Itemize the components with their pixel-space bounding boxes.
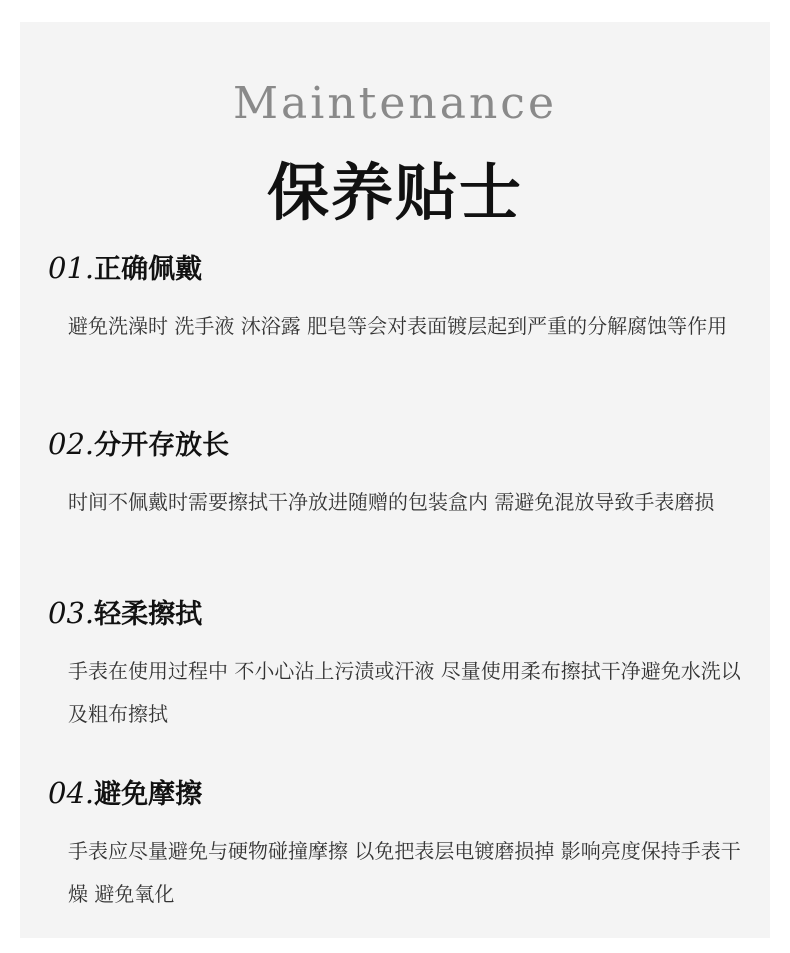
tip-body: 手表应尽量避免与硬物碰撞摩擦 以免把表层电镀磨损掉 影响亮度保持手表干燥 避免氧化: [68, 839, 741, 906]
tip-title: 正确佩戴: [94, 254, 203, 285]
tip-body: 避免洗澡时 洗手液 沐浴露 肥皂等会对表面镀层起到严重的分解腐蚀等作用: [68, 314, 728, 338]
tip-section-2: [48, 427, 748, 524]
tip-heading: [48, 427, 748, 463]
tip-body: 手表在使用过程中 不小心沾上污渍或汗液 尽量使用柔布擦拭干净避免水洗以及粗布擦拭: [68, 659, 741, 726]
tip-number: 04.: [48, 776, 95, 810]
tip-title: 轻柔擦拭: [94, 599, 203, 630]
tip-heading: [48, 596, 748, 632]
page-title-en: Maintenance: [232, 78, 557, 129]
tip-title: 分开存放长: [94, 430, 230, 461]
tip-heading: [48, 776, 748, 812]
tip-body: 时间不佩戴时需要擦拭干净放进随赠的包装盒内 需避免混放导致手表磨损: [68, 490, 715, 514]
tip-section-1: [48, 251, 748, 348]
tip-section-3: [48, 596, 748, 736]
page-title-zh: 保养贴士: [266, 156, 523, 229]
tip-section-4: [48, 776, 748, 916]
tip-number: 01.: [48, 251, 95, 285]
tip-title: 避免摩擦: [94, 779, 203, 810]
tip-heading: [48, 251, 748, 287]
tip-number: 02.: [48, 427, 95, 461]
tip-number: 03.: [48, 596, 95, 630]
